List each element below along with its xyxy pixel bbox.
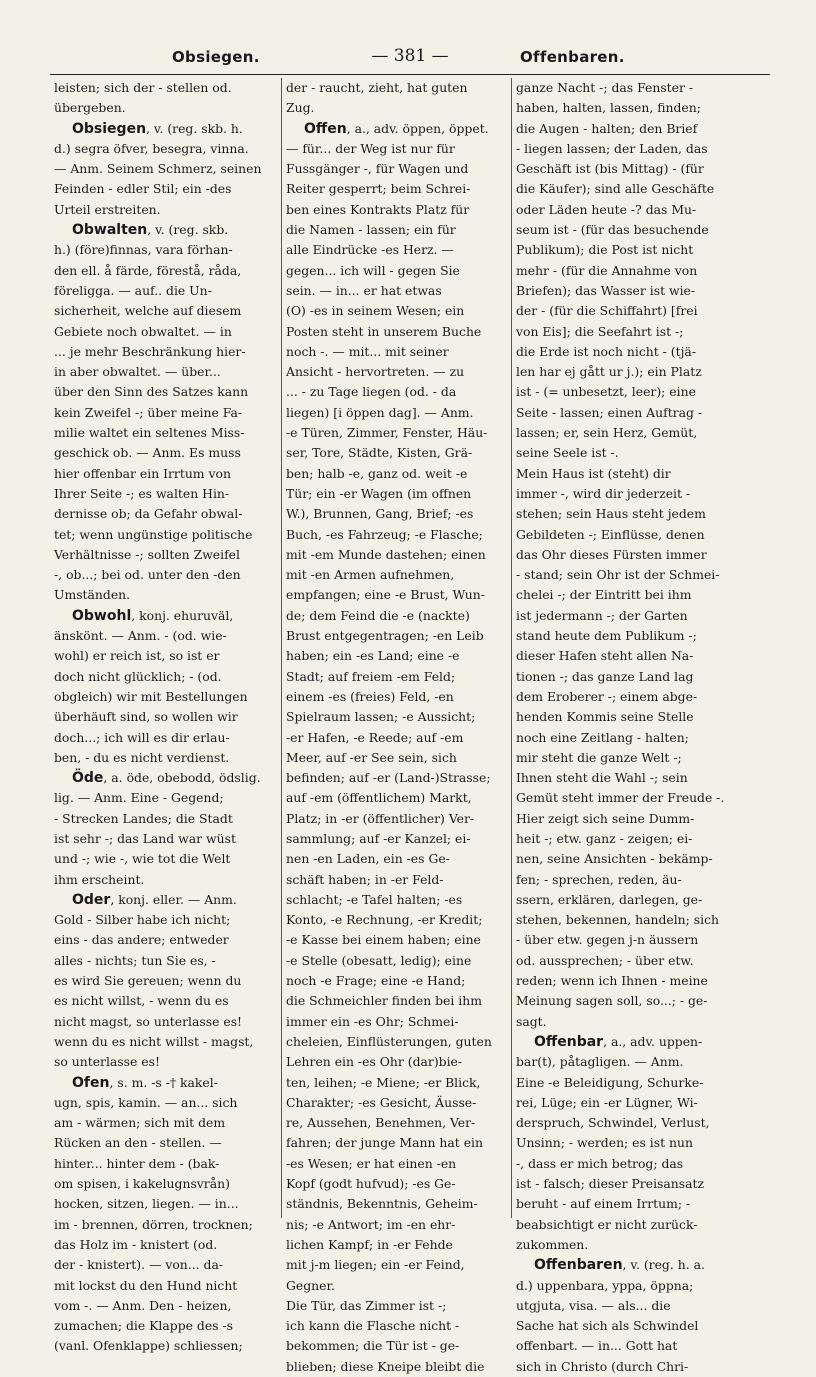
text-line: nen -en Laden, ein -es Ge-: [286, 851, 450, 867]
text-line: tet; wenn ungünstige politische: [54, 526, 253, 542]
text-line: Platz; in -er (öffentlicher) Ver-: [286, 810, 475, 826]
text-line: Seite - lassen; einen Auftrag -: [516, 404, 703, 420]
text-line: ssern, erklären, darlegen, ge-: [516, 891, 703, 907]
text-line: -, dass er mich betrog; das: [516, 1155, 684, 1171]
text-line: heit -; etw. ganz - zeigen; ei-: [516, 830, 693, 846]
text-line: befinden; auf -er (Land-)Strasse;: [286, 770, 491, 786]
text-line: re, Aussehen, Benehmen, Ver-: [286, 1115, 476, 1131]
text-line: Eine -e Beleidigung, Schurke-: [516, 1074, 704, 1090]
text-line: d.) segra öfver, besegra, vinna.: [54, 140, 249, 156]
text-line: in aber obwaltet. — über...: [54, 364, 221, 380]
text-line: nis; -e Antwort; im -en ehr-: [286, 1216, 456, 1232]
text-line: offenbart. — in... Gott hat: [516, 1338, 678, 1354]
headword: Oder: [72, 891, 111, 908]
dictionary-page: [50, 30, 770, 1374]
text-line: Offenbar, a., adv. uppen-: [534, 1033, 703, 1050]
text-line: noch eine Zeitlang - halten;: [516, 729, 689, 745]
text-line: ist sehr -; das Land war wüst: [54, 830, 236, 846]
column-middle: [286, 78, 508, 1374]
text-line: dieser Hafen steht allen Na-: [516, 648, 694, 664]
text-line: wohl) er reich ist, so ist er: [54, 648, 220, 664]
text-line: Publikum); die Post ist nicht: [516, 242, 694, 258]
text-line: hocken, sitzen, liegen. — in...: [54, 1196, 239, 1212]
text-line: schlacht; -e Tafel halten; -es: [286, 891, 463, 907]
column-divider: [281, 78, 282, 1218]
text-line: W.), Brunnen, Gang, Brief; -es: [286, 506, 474, 522]
headword: Obwohl: [72, 607, 132, 624]
text-line: Hier zeigt sich seine Dumm-: [516, 810, 695, 826]
text-line: haben, halten, lassen, finden;: [516, 100, 701, 116]
text-line: so unterlasse es!: [54, 1054, 160, 1070]
text-line: fahren; der junge Mann hat ein: [286, 1135, 483, 1151]
text-line: mit j-m liegen; ein -er Feind,: [286, 1257, 465, 1273]
text-line: doch nicht glücklich; - (od.: [54, 668, 222, 684]
text-line: (O) -es in seinem Wesen; ein: [286, 303, 465, 319]
text-line: -e Kasse bei einem haben; eine: [286, 932, 481, 948]
text-line: Ihnen steht die Wahl -; sein: [516, 770, 688, 786]
headword: Offenbar: [534, 1033, 604, 1050]
text-line: nen, seine Ansichten - bekämp-: [516, 851, 713, 867]
text-line: -er Hafen, -e Reede; auf -em: [286, 729, 464, 745]
column-left: [54, 78, 278, 1354]
text-line: utgjuta, visa. — als... die: [516, 1297, 671, 1313]
text-line: ganze Nacht -; das Fenster -: [516, 80, 694, 95]
text-line: ... je mehr Beschränkung hier-: [54, 343, 246, 359]
text-line: derspruch, Schwindel, Verlust,: [516, 1115, 710, 1131]
text-line: es wird Sie gereuen; wenn du: [54, 973, 242, 989]
text-line: rei, Lüge; ein -er Lügner, Wi-: [516, 1094, 698, 1110]
text-line: - stand; sein Ohr ist der Schmei-: [516, 567, 720, 583]
text-line: ist - (= unbesetzt, leer); eine: [516, 384, 696, 400]
text-line: noch -. — mit... mit seiner: [286, 343, 449, 359]
text-line: alle Eindrücke -es Herz. —: [286, 242, 454, 258]
text-line: Reiter gesperrt; beim Schrei-: [286, 181, 471, 197]
text-line: Umständen.: [54, 587, 131, 603]
text-line: wenn du es nicht willst - magst,: [54, 1033, 254, 1049]
text-line: tionen -; das ganze Land lag: [516, 668, 694, 684]
text-line: Oder, konj. eller. — Anm.: [72, 891, 237, 908]
text-line: Lehren ein -es Ohr (dar)bie-: [286, 1054, 463, 1070]
text-line: der - (für die Schiffahrt) [frei: [516, 303, 698, 319]
text-line: noch -e Frage; eine -e Hand;: [286, 973, 466, 989]
text-line: stehen; sein Haus steht jedem: [516, 506, 706, 522]
text-line: - liegen lassen; der Laden, das: [516, 140, 708, 156]
text-line: ben, - du es nicht verdienst.: [54, 749, 230, 765]
column-right: [516, 78, 744, 1374]
page-number: — 381 —: [371, 46, 449, 66]
text-line: ich kann die Flasche nicht -: [286, 1318, 460, 1334]
text-line: h.) (före)finnas, vara förhan-: [54, 242, 233, 258]
text-line: vom -. — Anm. Den - heizen,: [54, 1297, 232, 1313]
text-line: — für... der Weg ist nur für: [286, 140, 455, 156]
text-line: Geschäft ist (bis Mittag) - (für: [516, 161, 704, 177]
text-line: Offen, a., adv. öppen, öppet.: [304, 120, 489, 137]
text-line: Urteil erstreiten.: [54, 201, 161, 217]
text-line: leisten; sich der - stellen od.: [54, 80, 232, 95]
text-line: der - raucht, zieht, hat guten: [286, 80, 468, 95]
text-line: cheleien, Einflüsterungen, guten: [286, 1033, 492, 1049]
text-line: lassen; er, sein Herz, Gemüt,: [516, 425, 698, 441]
text-line: die Namen - lassen; ein für: [286, 222, 456, 238]
text-line: Tür; ein -er Wagen (im offnen: [286, 485, 472, 501]
text-line: Obwalten, v. (reg. skb.: [72, 222, 229, 239]
text-line: ben eines Kontrakts Platz für: [286, 201, 470, 217]
text-line: blieben; diese Kneipe bleibt die: [286, 1358, 485, 1374]
text-line: liegen) [i öppen dag]. — Anm.: [286, 404, 474, 420]
header-right-keyword: Offenbaren.: [520, 48, 625, 66]
text-line: -es Wesen; er hat einen -en: [286, 1155, 457, 1171]
text-line: ständnis, Bekenntnis, Geheim-: [286, 1196, 478, 1212]
text-line: bekommen; die Tür ist - ge-: [286, 1338, 460, 1354]
text-line: seine Seele ist -.: [516, 445, 619, 461]
text-line: die Schmeichler finden bei ihm: [286, 993, 482, 1009]
text-line: chelei -; der Eintritt bei ihm: [516, 587, 692, 603]
text-line: dernisse ob; da Gefahr obwal-: [54, 506, 243, 522]
text-line: föreligga. — auf.. die Un-: [54, 282, 212, 298]
text-line: Unsinn; - werden; es ist nun: [516, 1135, 693, 1151]
text-line: nicht magst, so unterlasse es!: [54, 1013, 243, 1029]
text-line: lichen Kampf; in -er Fehde: [286, 1236, 453, 1252]
text-line: immer -, wird dir jederzeit -: [516, 485, 691, 501]
text-line: Rücken an den - stellen. —: [54, 1135, 222, 1151]
headword: Obsiegen: [72, 120, 147, 137]
headword: Ofen: [72, 1074, 110, 1091]
text-line: ten, leihen; -e Miene; -er Blick,: [286, 1074, 481, 1090]
text-line: mit -en Armen aufnehmen,: [286, 567, 455, 583]
text-line: mit lockst du den Hund nicht: [54, 1277, 238, 1293]
text-line: immer ein -es Ohr; Schmei-: [286, 1013, 459, 1029]
headword: Offenbaren: [534, 1257, 623, 1274]
text-line: den ell. å färde, förestå, råda,: [54, 262, 242, 278]
text-line: Obsiegen, v. (reg. skb. h.: [72, 120, 243, 137]
text-line: Ihrer Seite -; es walten Hin-: [54, 485, 230, 501]
text-line: milie waltet ein seltenes Miss-: [54, 425, 245, 441]
text-line: hier offenbar ein Irrtum von: [54, 465, 231, 481]
text-line: sagt.: [516, 1013, 547, 1029]
text-line: - Strecken Landes; die Stadt: [54, 810, 233, 826]
text-line: änskönt. — Anm. - (od. wie-: [54, 628, 227, 644]
text-line: Fussgänger -, für Wagen und: [286, 161, 469, 177]
text-line: Kopf (godt hufvud); -es Ge-: [286, 1176, 456, 1192]
text-line: Brust entgegentragen; -en Leib: [286, 628, 484, 644]
text-line: len har ej gått ur j.); ein Platz: [516, 364, 702, 380]
text-line: Ansicht - hervortreten. — zu: [286, 364, 465, 380]
text-line: stehen, bekennen, handeln; sich: [516, 912, 720, 928]
text-line: bar(t), påtagligen. — Anm.: [516, 1054, 684, 1070]
text-line: Briefen); das Wasser ist wie-: [516, 282, 696, 298]
text-line: und -; wie -, wie tot die Welt: [54, 851, 231, 867]
text-line: haben; ein -es Land; eine -e: [286, 648, 460, 664]
text-line: Spielraum lassen; -e Aussicht;: [286, 709, 476, 725]
text-line: beruht - auf einem Irrtum; -: [516, 1196, 691, 1212]
text-line: ist jedermann -; der Garten: [516, 607, 688, 623]
text-line: eins - das andere; entweder: [54, 932, 229, 948]
text-line: sein. — in... er hat etwas: [286, 282, 442, 298]
text-line: Posten steht in unserem Buche: [286, 323, 482, 339]
text-line: sicherheit, welche auf diesem: [54, 303, 242, 319]
text-line: oder Läden heute -? das Mu-: [516, 201, 697, 217]
text-line: ser, Tore, Städte, Kisten, Grä-: [286, 445, 473, 461]
text-line: über den Sinn des Satzes kann: [54, 384, 249, 400]
text-line: mehr - (für die Annahme von: [516, 262, 698, 278]
text-columns: [50, 78, 770, 1374]
text-line: doch...; ich will es dir erlau-: [54, 729, 230, 745]
text-line: fen; - sprechen, reden, äu-: [516, 871, 682, 887]
text-line: - über etw. gegen j-n äussern: [516, 932, 699, 948]
text-line: od. aussprechen; - über etw.: [516, 952, 694, 968]
text-line: mir steht die ganze Welt -;: [516, 749, 682, 765]
text-line: seum ist - (für das besuchende: [516, 222, 709, 238]
text-line: am - wärmen; sich mit dem: [54, 1115, 226, 1131]
text-line: beabsichtigt er nicht zurück-: [516, 1216, 698, 1232]
text-line: -e Türen, Zimmer, Fenster, Häu-: [286, 425, 488, 441]
header-left-keyword: Obsiegen.: [172, 48, 260, 66]
text-line: sich in Christo (durch Chri-: [516, 1358, 689, 1374]
text-line: die Erde ist noch nicht - (tjä-: [516, 343, 697, 359]
text-line: om spisen, i kakelugnsvrån): [54, 1176, 230, 1192]
headword: Obwalten: [72, 222, 148, 239]
text-line: Stadt; auf freiem -em Feld;: [286, 668, 456, 684]
text-line: Charakter; -es Gesicht, Äusse-: [286, 1094, 477, 1110]
text-line: übergeben.: [54, 100, 126, 116]
text-line: sammlung; auf -er Kanzel; ei-: [286, 830, 471, 846]
text-line: dem Eroberer -; einem abge-: [516, 688, 698, 704]
text-line: überhäuft sind, so wollen wir: [54, 709, 238, 725]
text-line: d.) uppenbara, yppa, öppna;: [516, 1277, 694, 1293]
text-line: ben; halb -e, ganz od. weit -e: [286, 465, 468, 481]
text-line: gegen... ich will - gegen Sie: [286, 262, 460, 278]
text-line: mit -em Munde dastehen; einen: [286, 546, 486, 562]
text-line: henden Kommis seine Stelle: [516, 709, 694, 725]
text-line: auf -em (öffentlichem) Markt,: [286, 790, 472, 806]
text-line: zumachen; die Klappe des -s: [54, 1318, 234, 1334]
text-line: ... - zu Tage liegen (od. - da: [286, 384, 457, 400]
column-divider: [511, 78, 512, 1218]
text-line: reden; wenn ich Ihnen - meine: [516, 973, 708, 989]
text-line: Mein Haus ist (steht) dir: [516, 465, 671, 481]
text-line: der - knistert). — von... da-: [54, 1257, 224, 1273]
text-line: -e Stelle (obesatt, ledig); eine: [286, 952, 472, 968]
text-line: die Augen - halten; den Brief: [516, 120, 698, 136]
text-line: ugn, spis, kamin. — an... sich: [54, 1094, 238, 1110]
text-line: -, ob...; bei od. unter den -den: [54, 567, 241, 583]
text-line: alles - nichts; tun Sie es, -: [54, 952, 216, 968]
text-line: zukommen.: [516, 1236, 589, 1252]
text-line: Verhältnisse -; sollten Zweifel: [54, 546, 240, 562]
text-line: Meer, auf -er See sein, sich: [286, 749, 457, 765]
text-line: Gebildeten -; Einflüsse, denen: [516, 526, 705, 542]
text-line: das Ohr dieses Fürsten immer: [516, 546, 707, 562]
text-line: Gemüt steht immer der Freude -.: [516, 790, 725, 806]
text-line: Sache hat sich als Schwindel: [516, 1318, 699, 1334]
text-line: Die Tür, das Zimmer ist -;: [286, 1297, 447, 1313]
text-line: von Eis]; die Seefahrt ist -;: [516, 323, 684, 339]
text-line: ist - falsch; dieser Preisansatz: [516, 1176, 705, 1192]
text-line: Meinung sagen soll, so...; - ge-: [516, 993, 708, 1009]
text-line: lig. — Anm. Eine - Gegend;: [54, 790, 224, 806]
text-line: de; dem Feind die -e (nackte): [286, 607, 470, 623]
page-header: [50, 30, 770, 75]
text-line: das Holz im - knistert (od.: [54, 1236, 218, 1252]
text-line: Feinden - edler Stil; ein -des: [54, 181, 232, 197]
text-line: es nicht willst, - wenn du es: [54, 993, 229, 1009]
text-line: Gegner.: [286, 1277, 335, 1293]
text-line: kein Zweifel -; über meine Fa-: [54, 404, 243, 420]
text-line: geschick ob. — Anm. Es muss: [54, 445, 241, 461]
text-line: ihm erscheint.: [54, 871, 145, 887]
text-line: Zug.: [286, 100, 315, 116]
text-line: Obwohl, konj. ehuruväl,: [72, 607, 234, 624]
headword: Offen: [304, 120, 347, 137]
text-line: — Anm. Seinem Schmerz, seinen: [54, 161, 262, 177]
text-line: (vanl. Ofenklappe) schliessen;: [54, 1338, 243, 1354]
text-line: Gebiete noch obwaltet. — in: [54, 323, 232, 339]
text-line: empfangen; eine -e Brust, Wun-: [286, 587, 485, 603]
text-line: hinter... hinter dem - (bak-: [54, 1155, 220, 1171]
text-line: im - brennen, dörren, trocknen;: [54, 1216, 253, 1232]
text-line: stand heute dem Publikum -;: [516, 628, 697, 644]
text-line: Gold - Silber habe ich nicht;: [54, 912, 231, 928]
headword: Öde: [72, 770, 104, 787]
text-line: obgleich) wir mit Bestellungen: [54, 688, 248, 704]
text-line: Buch, -es Fahrzeug; -e Flasche;: [286, 526, 483, 542]
text-line: Öde, a. öde, obebodd, ödslig.: [72, 770, 261, 787]
text-line: schäft haben; in -er Feld-: [286, 871, 444, 887]
text-line: Konto, -e Rechnung, -er Kredit;: [286, 912, 483, 928]
text-line: Offenbaren, v. (reg. h. a.: [534, 1257, 705, 1274]
text-line: die Käufer); sind alle Geschäfte: [516, 181, 715, 197]
text-line: einem -es (freies) Feld, -en: [286, 688, 454, 704]
text-line: Ofen, s. m. -s -† kakel-: [72, 1074, 218, 1091]
